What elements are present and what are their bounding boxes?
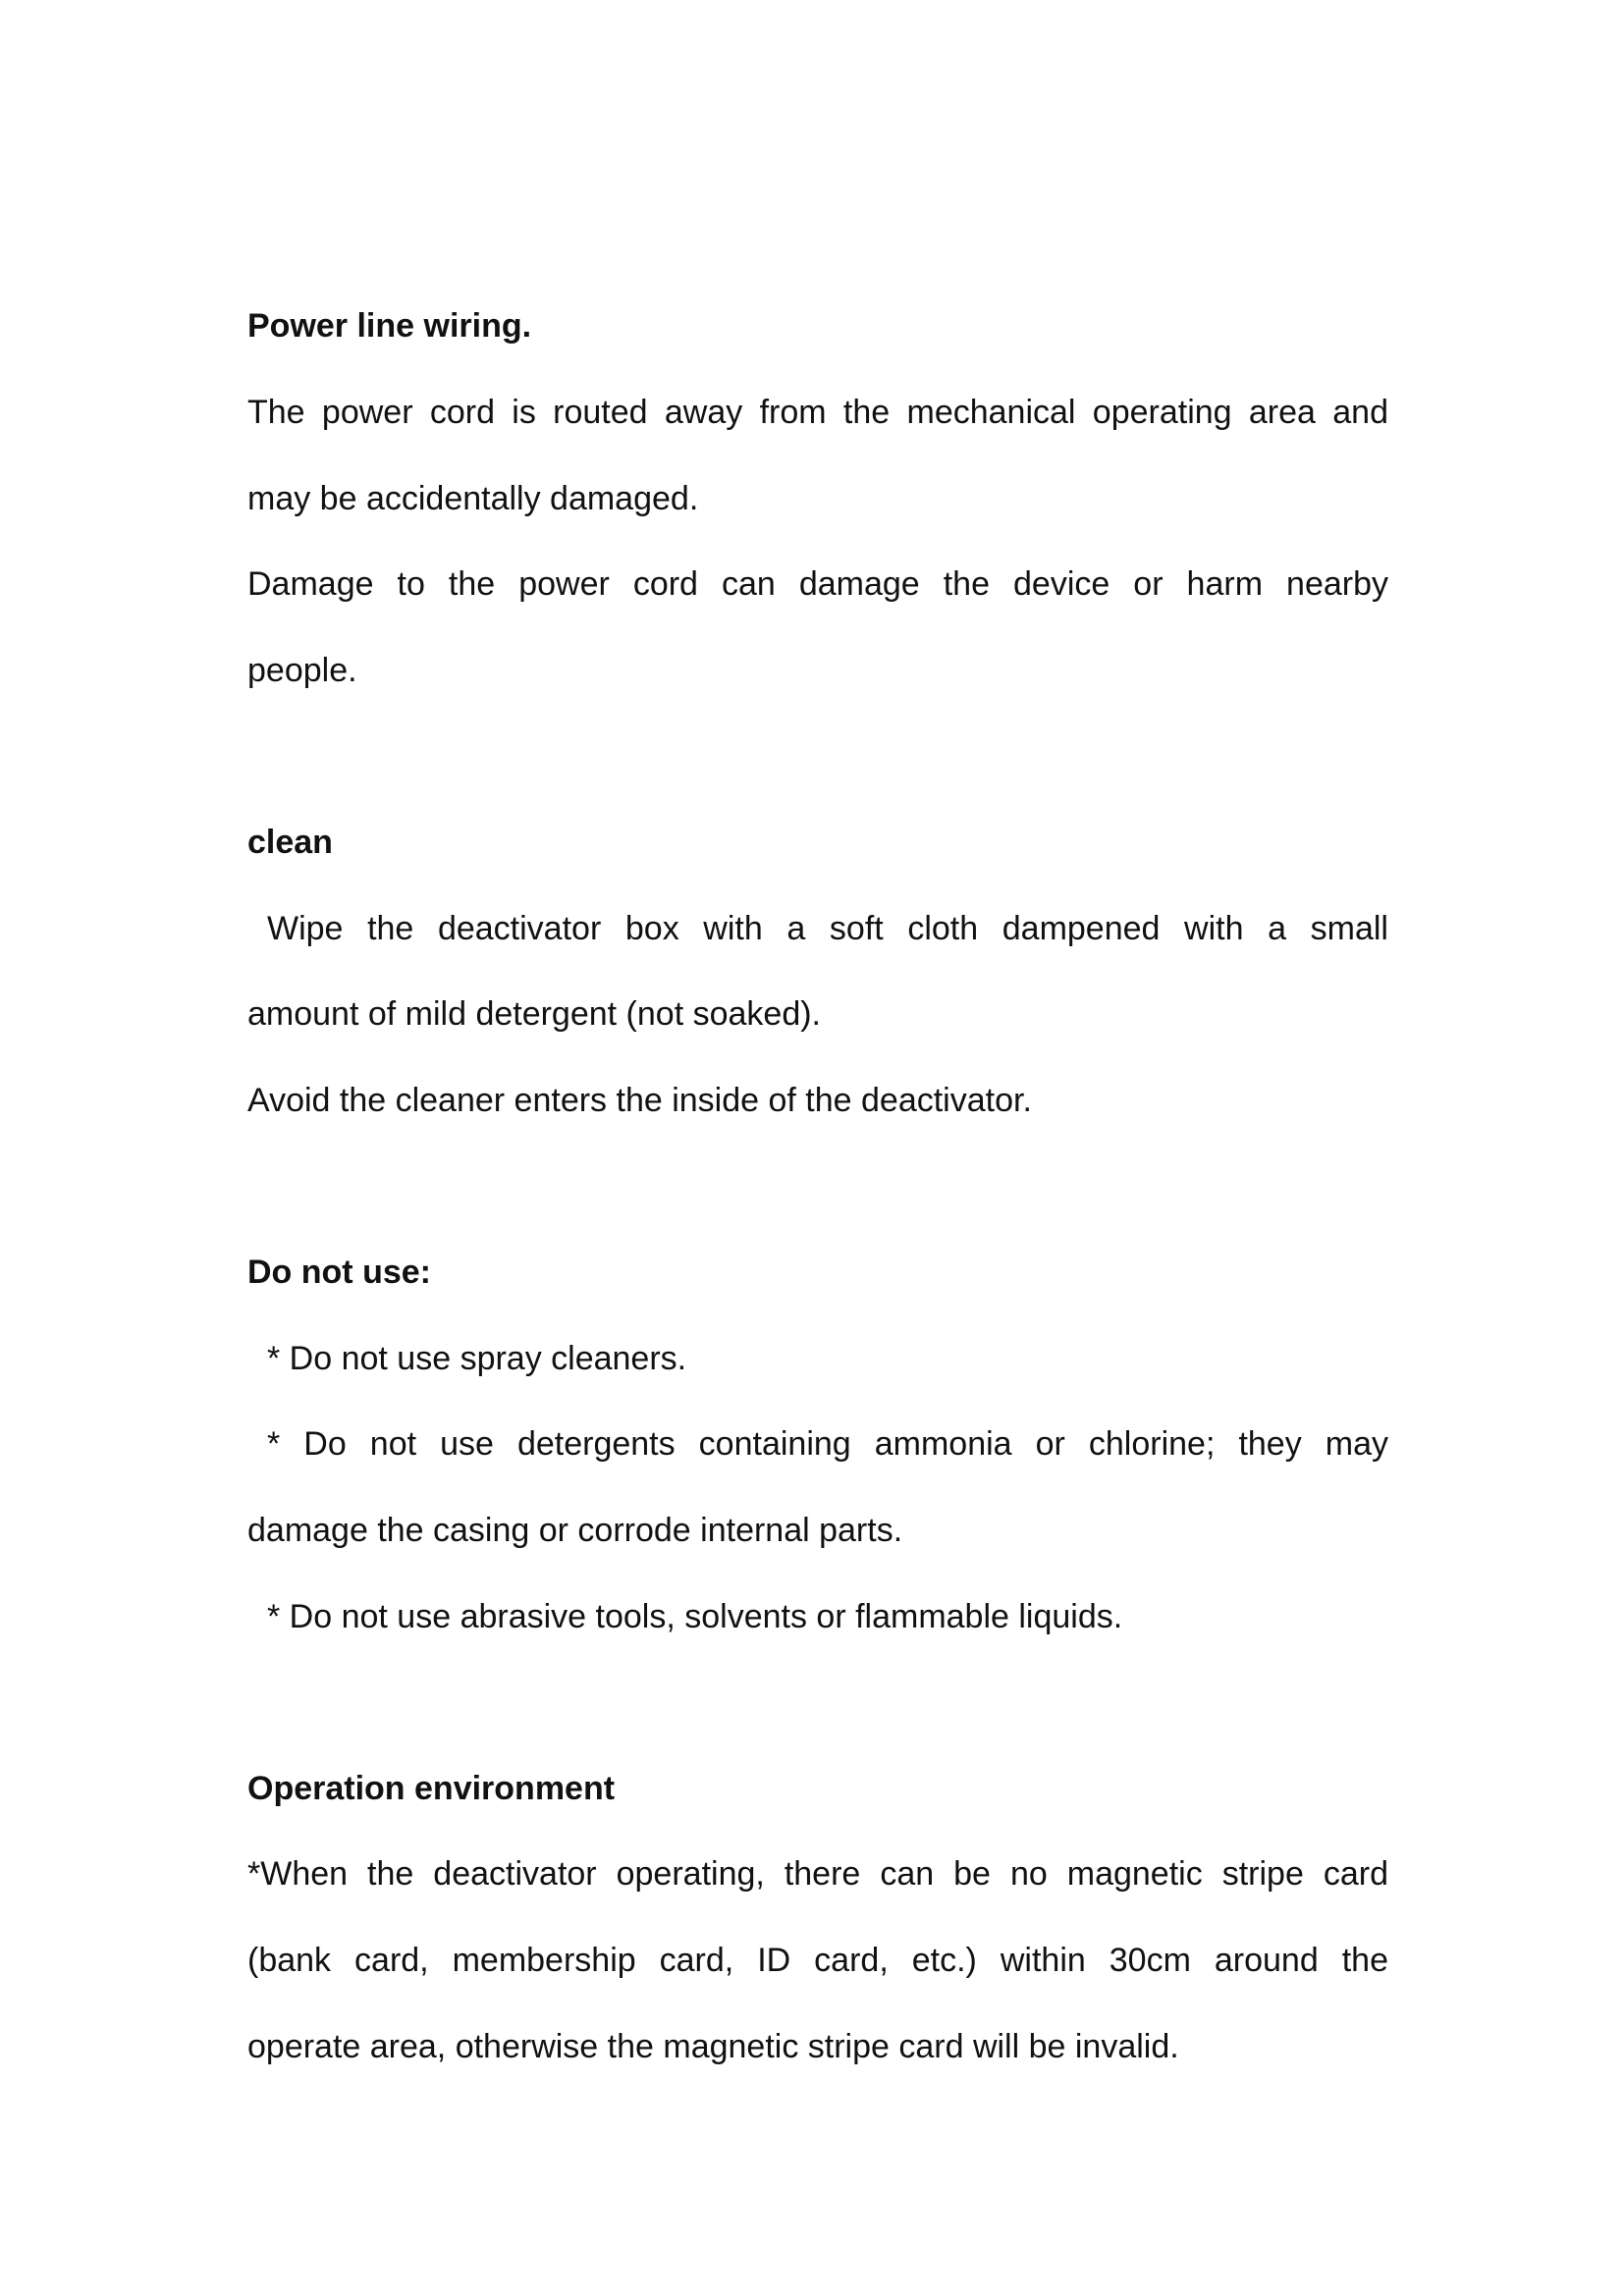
paragraph-line: Avoid the cleaner enters the inside of the deactivator. [247,1082,1032,1119]
paragraph-line: *When the deactivator operating, there can be no magnetic stripe card [247,1855,1388,1893]
section-heading: Do not use: [247,1254,431,1291]
list-item: * Do not use spray cleaners. [267,1340,687,1377]
paragraph-line: amount of mild detergent (not soaked). [247,995,821,1033]
section-heading: Power line wiring. [247,307,532,345]
paragraph-line: may be accidentally damaged. [247,480,699,517]
section-heading: clean [247,824,333,861]
list-item: * Do not use detergents containing ammonia or chlorine; they may [267,1425,1388,1463]
paragraph-line: Damage to the power cord can damage the device or harm nearby [247,565,1388,603]
list-item-continuation: damage the casing or corrode internal parts. [247,1512,903,1549]
paragraph-line: (bank card, membership card, ID card, etc.) within 30cm around the [247,1942,1388,1979]
paragraph-line: operate area, otherwise the magnetic stripe card will be invalid. [247,2028,1179,2065]
paragraph-line: people. [247,652,357,689]
paragraph-line: Wipe the deactivator box with a soft cloth dampened with a small [267,910,1388,947]
section-heading: Operation environment [247,1770,616,1807]
paragraph-line: The power cord is routed away from the mechanical operating area and [247,394,1388,431]
list-item: * Do not use abrasive tools, solvents or flammable liquids. [267,1598,1123,1635]
